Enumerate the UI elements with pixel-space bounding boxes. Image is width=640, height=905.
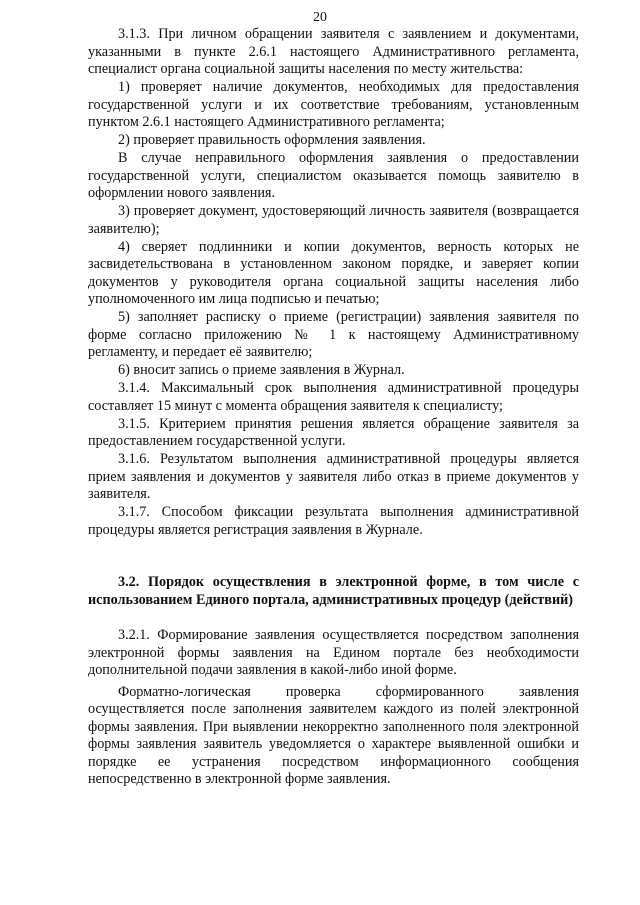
paragraph-incorrect-form: В случае неправильного оформления заявления о предоставлении государственной услуги, специалистом оказывается помощь заявителю в оформлении нового заявления. — [88, 150, 579, 201]
paragraph-3-1-5: 3.1.5. Критерием принятия решения является обращение заявителя за предоставлением государственной услуги. — [88, 415, 579, 449]
paragraph-item-3: 3) проверяет документ, удостоверяющий личность заявителя (возвращается заявителю); — [88, 203, 579, 237]
page-number: 20 — [313, 10, 327, 25]
paragraph-item-5: 5) заполняет расписку о приеме (регистрации) заявления заявителя по форме согласно приложению № 1 к настоящему Административному регламенту, и передает её заявителю; — [88, 309, 579, 360]
paragraph-format-check: Форматно-логическая проверка сформированного заявления осуществляется после заполнения заявителем каждого из полей электронной формы заявления. При выявлении некорректно заполненного поля электронной формы заявления заявитель уведомляется о характере выявленной ошибки и порядке ее устранения посредством информационного сообщения непосредственно в электронной форме заявления. — [88, 683, 579, 787]
paragraph-3-2-1: 3.2.1. Формирование заявления осуществляется посредством заполнения электронной формы заявления на Едином портале без необходимости дополнительной подачи заявления в какой-либо иной форме. — [88, 627, 579, 678]
paragraph-3-1-4: 3.1.4. Максимальный срок выполнения административной процедуры составляет 15 минут с момента обращения заявителя к специалисту; — [88, 380, 579, 414]
paragraph-3-1-7: 3.1.7. Способом фиксации результата выполнения административной процедуры является регистрация заявления в Журнале. — [88, 504, 579, 538]
paragraph-item-4: 4) сверяет подлинники и копии документов, верность которых не засвидетельствована в установленном законом порядке, и заверяет копии документов у руководителя органа социальной защиты населения либо уполномоченного им лица подписью и печатью; — [88, 238, 579, 307]
section-heading-3-2: 3.2. Порядок осуществления в электронной форме, в том числе с использованием Единого портала, административных процедур (действий) — [88, 574, 579, 608]
paragraph-item-2: 2) проверяет правильность оформления заявления. — [118, 132, 426, 148]
paragraph-item-6: 6) вносит запись о приеме заявления в Журнал. — [118, 362, 405, 378]
paragraph-3-1-6: 3.1.6. Результатом выполнения административной процедуры является прием заявления и документов у заявителя либо отказ в приеме документов у заявителя. — [88, 451, 579, 502]
paragraph-item-1: 1) проверяет наличие документов, необходимых для предоставления государственной услуги и их соответствие требованиям, установленным пунктом 2.6.1 настоящего Административного регламента; — [88, 79, 579, 130]
paragraph-3-1-3: 3.1.3. При личном обращении заявителя с заявлением и документами, указанными в пункте 2.6.1 настоящего Административного регламента, специалист органа социальной защиты населения по месту жительства: — [88, 26, 579, 77]
document-body — [88, 26, 579, 789]
